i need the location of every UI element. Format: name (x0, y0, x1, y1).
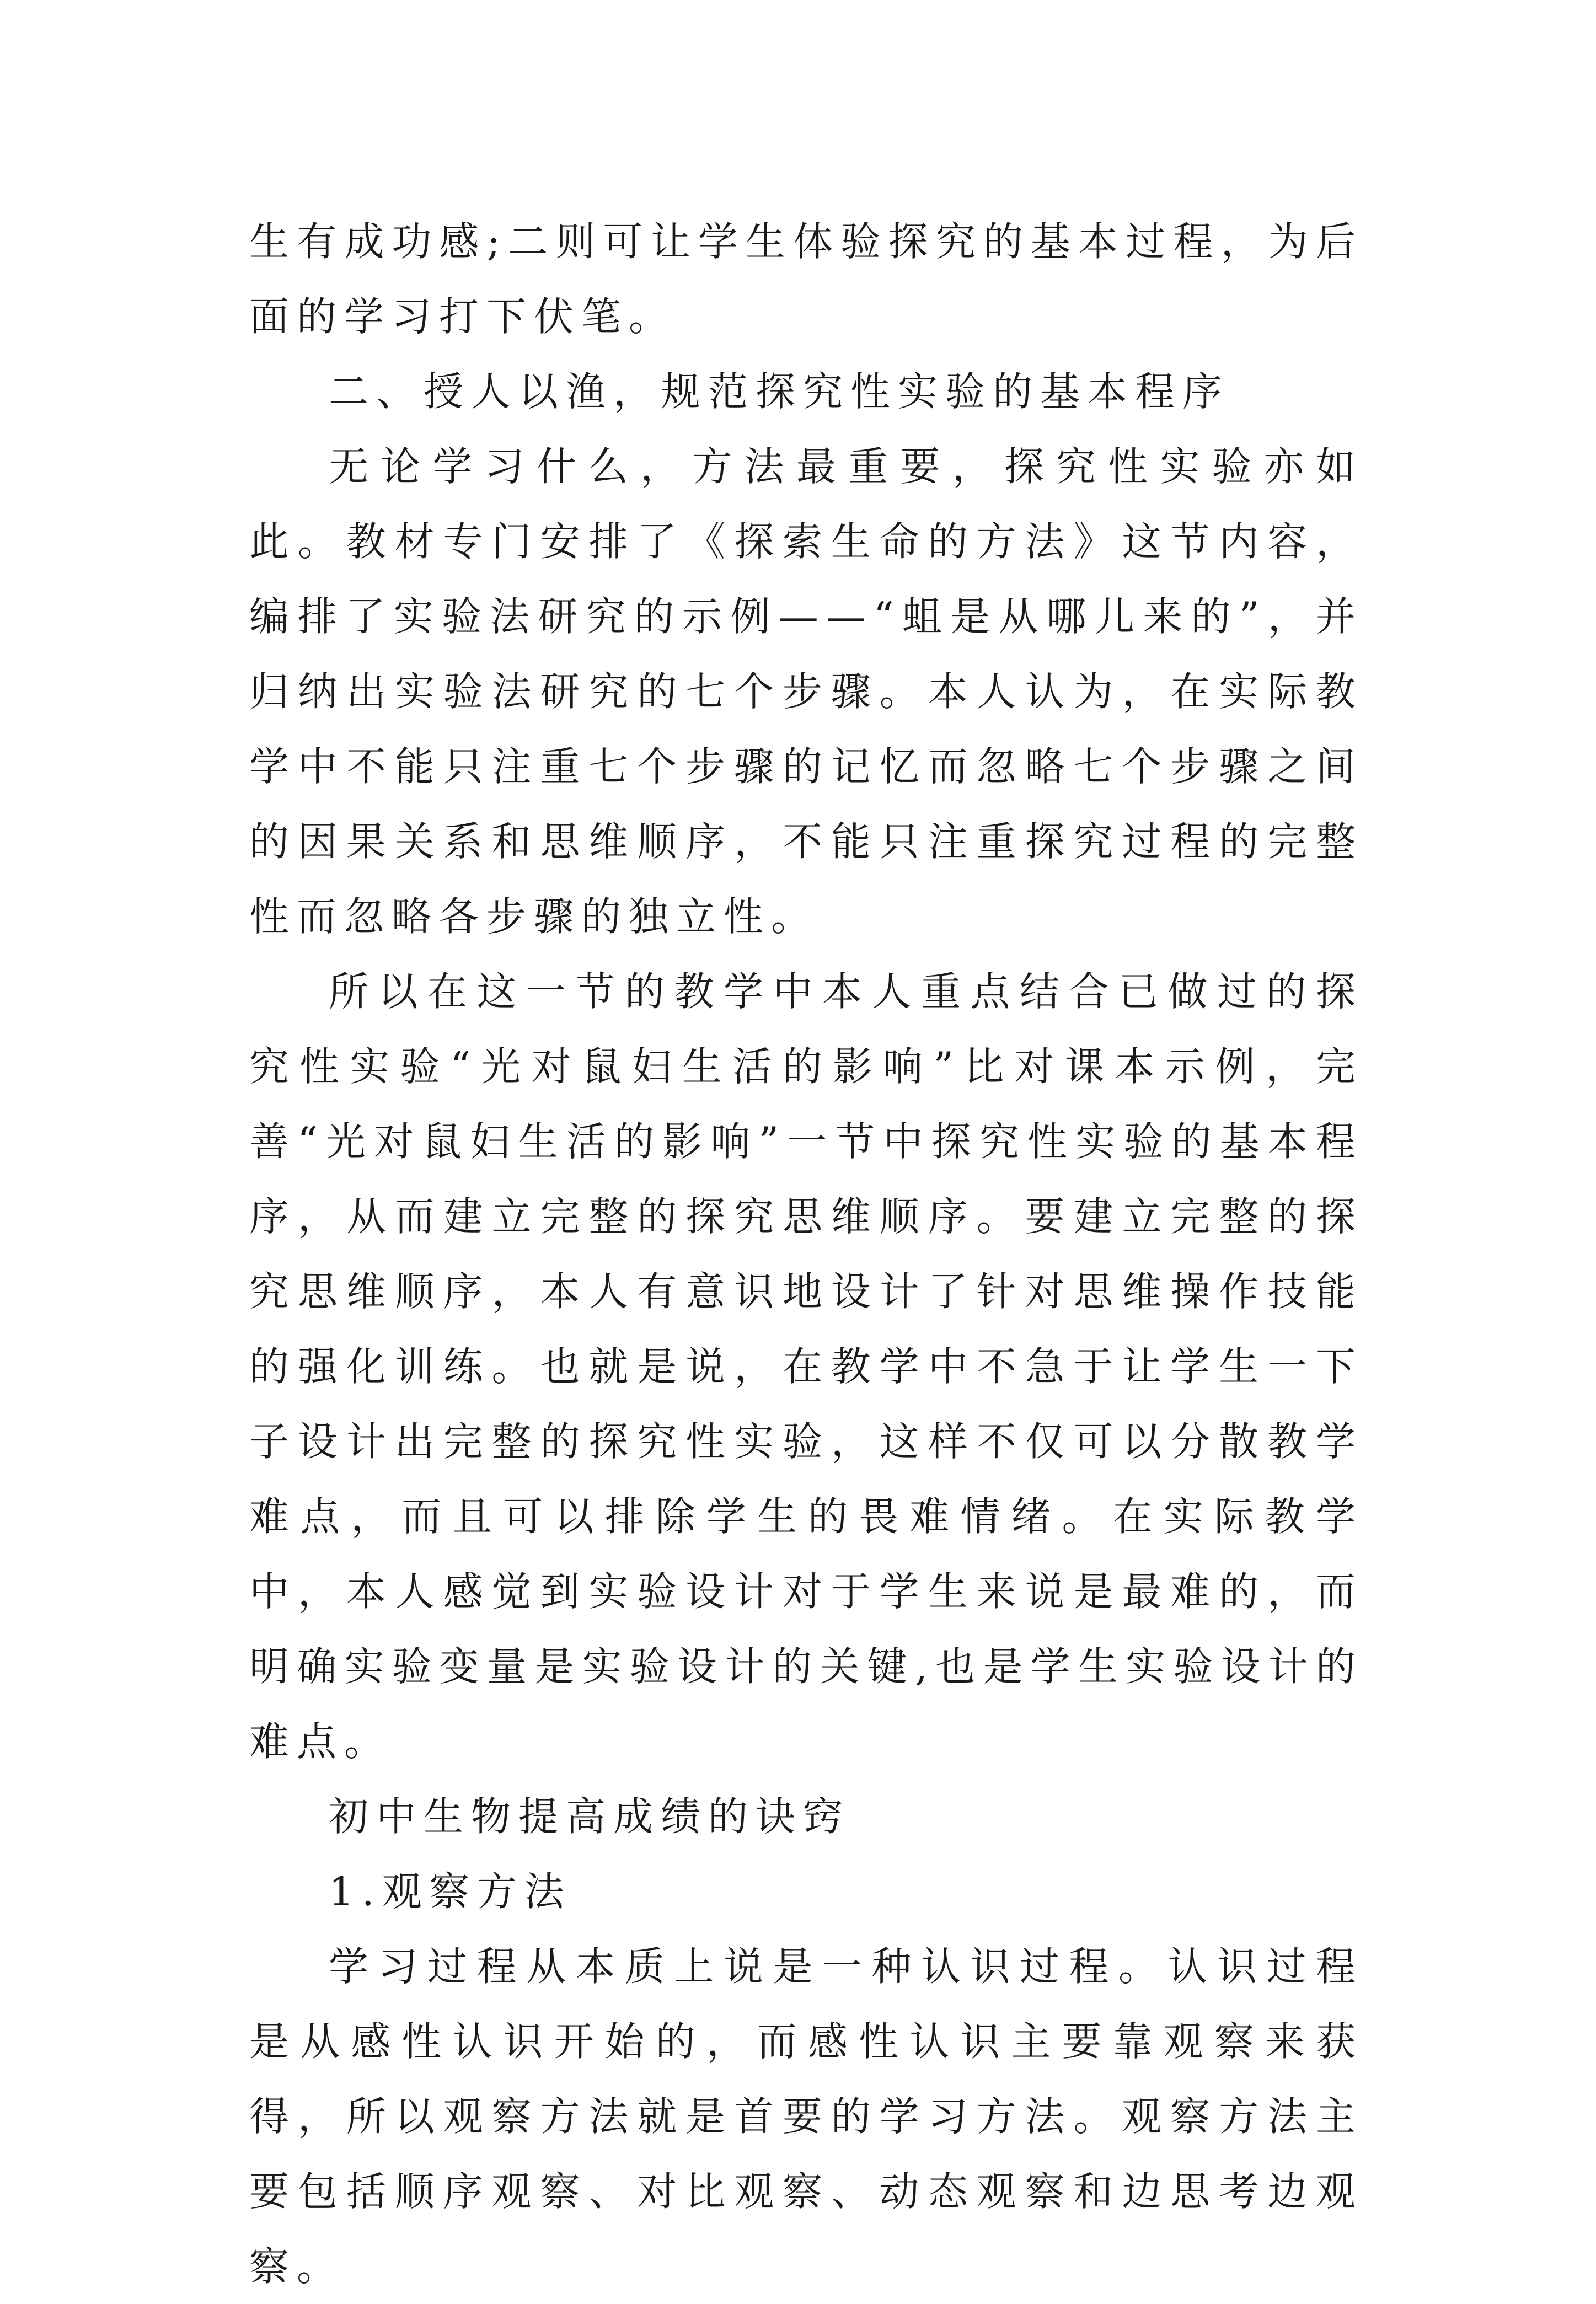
paragraph-continuation: 生有成功感;二则可让学生体验探究的基本过程，为后面的学习打下伏笔。 (249, 218, 1363, 340)
document-body (249, 204, 1363, 2304)
paragraph-observation: 学习过程从本质上说是一种认识过程。认识过程是从感性认识开始的，而感性认识主要靠观察来获得，所以观察方法就是首要的学习方法。观察方法主要包括顺序观察、对比观察、动态观察和边思考边观察。 (249, 1943, 1363, 2290)
section-heading-tips: 初中生物提高成绩的诀窍 (329, 1793, 851, 1840)
paragraph-method-importance: 无论学习什么，方法最重要，探究性实验亦如此。教材专门安排了《探索生命的方法》这节内容，编排了实验法研究的示例——“蛆是从哪儿来的”，并归纳出实验法研究的七个步骤。本人认为，在实际教学中不能只注重七个步骤的记忆而忽略七个步骤之间的因果关系和思维顺序，不能只注重探究过程的完整性而忽略各步骤的独立性。 (249, 443, 1363, 940)
section-heading-method: 二、授人以渔，规范探究性实验的基本程序 (329, 368, 1230, 415)
paragraph-experiment-design: 所以在这一节的教学中本人重点结合已做过的探究性实验“光对鼠妇生活的影响”比对课本示例，完善“光对鼠妇生活的影响”一节中探究性实验的基本程序，从而建立完整的探究思维顺序。要建立完整的探究思维顺序，本人有意识地设计了针对思维操作技能的强化训练。也就是说，在教学中不急于让学生一下子设计出完整的探究性实验，这样不仅可以分散教学难点，而且可以排除学生的畏难情绪。在实际教学中，本人感觉到实验设计对于学生来说是最难的，而明确实验变量是实验设计的关键,也是学生实验设计的难点。 (249, 968, 1363, 1765)
subheading-observation: 1.观察方法 (329, 1868, 572, 1915)
